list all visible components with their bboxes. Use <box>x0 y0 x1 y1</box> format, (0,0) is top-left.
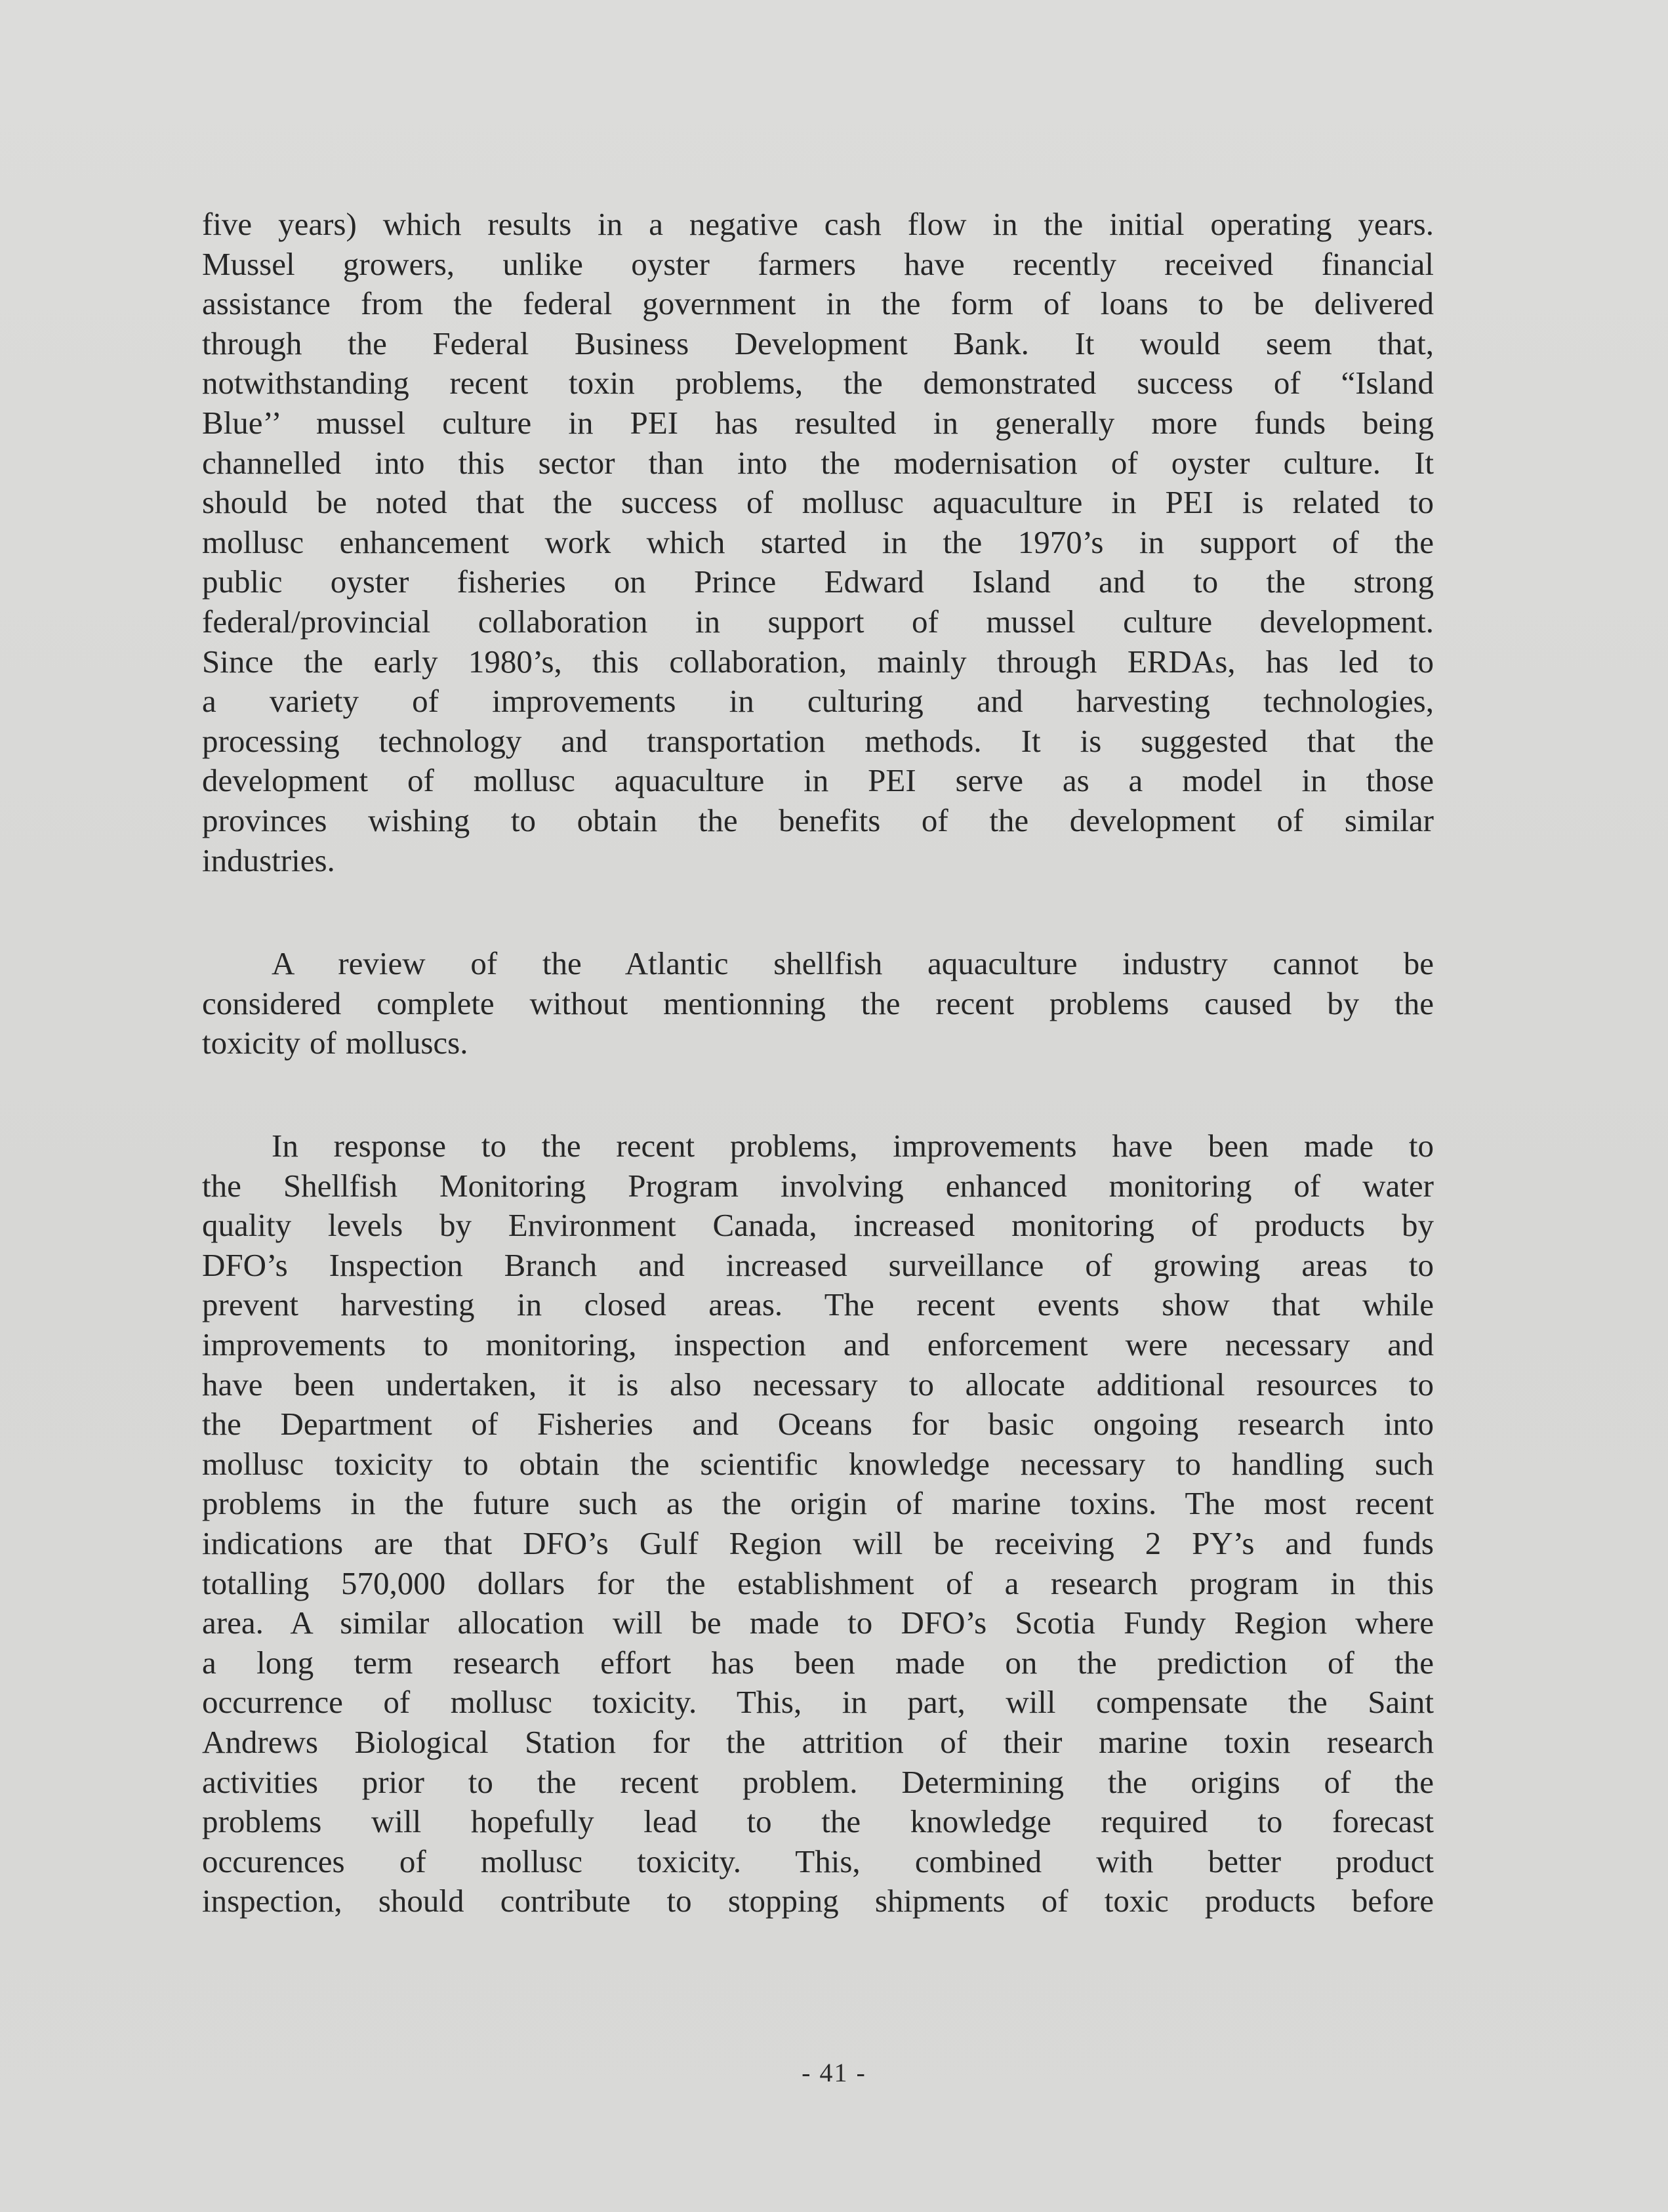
text-line: prevent harvesting in closed areas. The recent events show that while <box>202 1286 1434 1323</box>
text-line: development of mollusc aquaculture in PEI serve as a model in those <box>202 762 1434 799</box>
text-line: the Shellfish Monitoring Program involving enhanced monitoring of water <box>202 1167 1434 1204</box>
text-line: improvements to monitoring, inspection and enforcement were necessary and <box>202 1326 1434 1362</box>
text-line: indications are that DFO’s Gulf Region will be receiving 2 PY’s and funds <box>202 1525 1434 1561</box>
text-line: problems in the future such as the origin of marine toxins. The most recent <box>202 1485 1434 1522</box>
text-line: totalling 570,000 dollars for the establishment of a research program in this <box>202 1565 1434 1601</box>
text-line: Since the early 1980’s, this collaboration, mainly through ERDAs, has led to <box>202 643 1434 680</box>
text-line: a variety of improvements in culturing and harvesting technologies, <box>202 683 1434 720</box>
text-line: In response to the recent problems, improvements have been made to <box>272 1128 1434 1164</box>
paragraph-2 <box>202 944 1434 1063</box>
page-number: - 41 - <box>802 2058 866 2087</box>
paragraph-3 <box>202 1126 1434 1921</box>
text-line: Blue’’ mussel culture in PEI has resulted in generally more funds being <box>202 404 1434 441</box>
text-line: through the Federal Business Development Bank. It would seem that, <box>202 325 1434 361</box>
text-line: Mussel growers, unlike oyster farmers have recently received financial <box>202 245 1434 282</box>
text-line: provinces wishing to obtain the benefits of the development of similar <box>202 802 1434 838</box>
text-line: considered complete without mentionning the recent problems caused by the <box>202 985 1434 1021</box>
text-line: have been undertaken, it is also necessary to allocate additional resources to <box>202 1366 1434 1403</box>
text-line: public oyster fisheries on Prince Edward Island and to the strong <box>202 563 1434 600</box>
text-line: should be noted that the success of mollusc aquaculture in PEI is related to <box>202 484 1434 521</box>
text-line: assistance from the federal government in the form of loans to be delivered <box>202 285 1434 322</box>
text-line: inspection, should contribute to stopping shipments of toxic products before <box>202 1883 1434 1919</box>
text-line: industries. <box>202 842 335 878</box>
text-line: problems will hopefully lead to the knowledge required to forecast <box>202 1803 1434 1840</box>
text-line: quality levels by Environment Canada, increased monitoring of products by <box>202 1207 1434 1244</box>
text-line: federal/provincial collaboration in support of mussel culture development. <box>202 603 1434 640</box>
text-line: occurrence of mollusc toxicity. This, in part, will compensate the Saint <box>202 1684 1434 1721</box>
text-line: mollusc enhancement work which started in the 1970’s in support of the <box>202 523 1434 560</box>
text-line: area. A similar allocation will be made to DFO’s Scotia Fundy Region where <box>202 1605 1434 1641</box>
text-line: toxicity of molluscs. <box>202 1025 468 1061</box>
text-line: A review of the Atlantic shellfish aquaculture industry cannot be <box>272 945 1434 981</box>
text-line: notwithstanding recent toxin problems, the demonstrated success of “Island <box>202 365 1434 401</box>
text-line: a long term research effort has been made on the prediction of the <box>202 1644 1434 1681</box>
text-line: activities prior to the recent problem. Determining the origins of the <box>202 1763 1434 1800</box>
text-line: mollusc toxicity to obtain the scientific knowledge necessary to handling such <box>202 1445 1434 1482</box>
text-line: occurences of mollusc toxicity. This, combined with better product <box>202 1843 1434 1879</box>
text-line: channelled into this sector than into the modernisation of oyster culture. It <box>202 444 1434 481</box>
text-line: the Department of Fisheries and Oceans for basic ongoing research into <box>202 1406 1434 1443</box>
text-line: five years) which results in a negative cash flow in the initial operating years. <box>202 206 1434 242</box>
text-line: processing technology and transportation methods. It is suggested that the <box>202 722 1434 759</box>
paragraph-1 <box>202 205 1434 880</box>
text-line: DFO’s Inspection Branch and increased surveillance of growing areas to <box>202 1246 1434 1283</box>
text-line: Andrews Biological Station for the attrition of their marine toxin research <box>202 1723 1434 1760</box>
